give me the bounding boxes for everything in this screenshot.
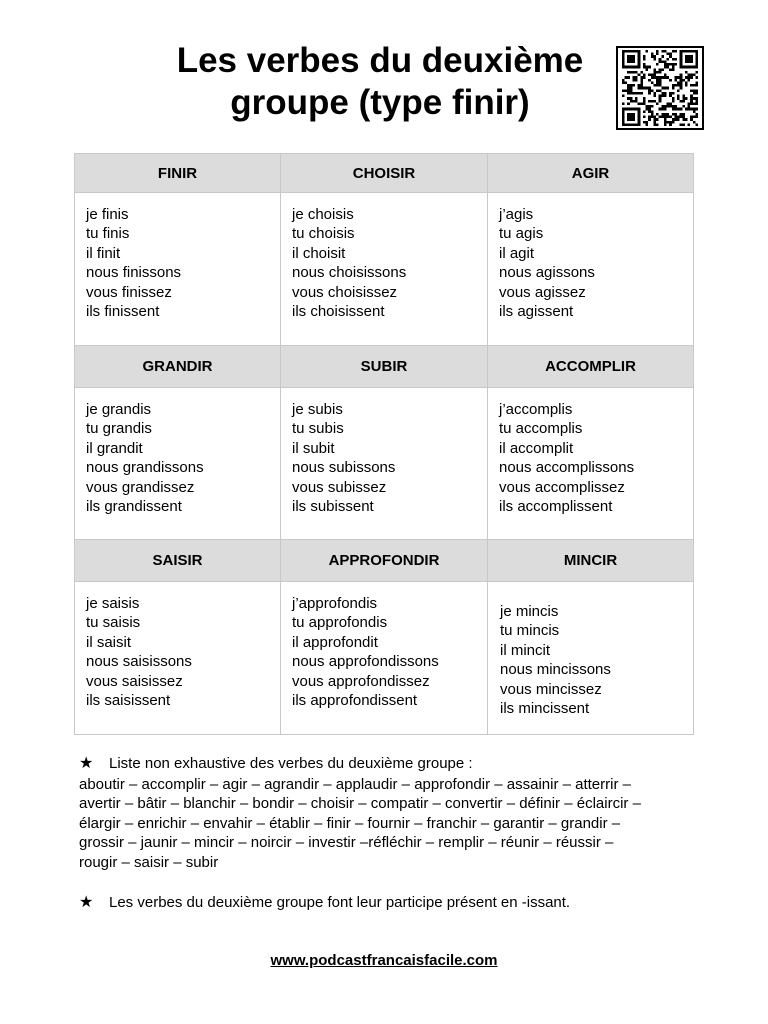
conjugation-cell (74, 388, 281, 540)
star-icon: ★ (79, 755, 94, 772)
conjugated-form: j’agis (499, 206, 534, 223)
notes-section (79, 754, 719, 912)
conjugated-form: nous grandissons (86, 459, 204, 477)
conjugation-cell (281, 582, 488, 735)
conjugated-form: ils accomplissent (499, 498, 613, 516)
conjugated-form: tu grandis (86, 420, 152, 438)
qr-code-image (621, 50, 699, 126)
conjugated-form: vous saisissez (86, 672, 183, 690)
conjugated-form: nous saisissons (86, 653, 192, 671)
verb-header: FINIR (74, 153, 281, 193)
conjugated-form: vous agissez (499, 283, 586, 301)
conjugated-form: il choisit (292, 244, 346, 262)
verb-header: SUBIR (281, 346, 488, 388)
conjugation-table (74, 153, 694, 735)
conjugation-cell (281, 193, 488, 346)
conjugated-form: je mincis (500, 603, 559, 620)
conjugated-form: il finit (86, 244, 121, 262)
conjugated-form: il subit (292, 439, 335, 457)
verb-list-line: avertir – bâtir – blanchir – bondir – choisir – compatir – convertir – définir – éclaircir – (79, 795, 641, 813)
conjugated-form: nous agissons (499, 264, 595, 282)
conjugation-cell (488, 193, 694, 346)
conjugated-form: nous finissons (86, 264, 182, 282)
conjugated-form: je choisis (292, 206, 354, 223)
conjugated-form: vous approfondissez (292, 672, 430, 690)
website-link[interactable]: www.podcastfrancaisfacile.com (270, 952, 498, 969)
verb-list-line: élargir – enrichir – envahir – établir – finir – fournir – franchir – garantir – grandir – (79, 814, 621, 832)
conjugated-form: tu approfondis (292, 614, 388, 632)
conjugated-form: ils saisissent (86, 692, 171, 710)
conjugated-form: j’accomplis (499, 401, 573, 418)
conjugated-form: je subis (292, 401, 343, 418)
conjugated-form: ils grandissent (86, 498, 182, 516)
conjugated-form: il accomplit (499, 439, 574, 457)
conjugated-form: je grandis (86, 401, 152, 418)
conjugation-cell (281, 388, 488, 540)
verb-list-line: aboutir – accomplir – agir – agrandir – applaudir – approfondir – assainir – atterrir – (79, 775, 631, 793)
conjugated-form: ils choisissent (292, 303, 385, 321)
verb-list-line: grossir – jaunir – mincir – noircir – investir –réfléchir – remplir – réunir – réussir – (79, 834, 614, 852)
verb-header: AGIR (488, 153, 694, 193)
conjugated-form: nous approfondissons (292, 653, 439, 671)
verb-list-heading: Liste non exhaustive des verbes du deuxième groupe : (109, 755, 473, 772)
conjugated-form: j’approfondis (292, 595, 378, 612)
verb-header: MINCIR (488, 540, 694, 582)
conjugated-form: ils subissent (292, 498, 374, 516)
title-line-2: groupe (type finir) (230, 83, 530, 122)
verb-list (79, 775, 719, 873)
conjugated-form: ils approfondissent (292, 692, 418, 710)
conjugated-form: vous accomplissez (499, 478, 625, 496)
conjugated-form: vous choisissez (292, 283, 398, 301)
title-line-1: Les verbes du deuxième (176, 41, 584, 80)
conjugation-cell (74, 193, 281, 346)
conjugated-form: vous subissez (292, 478, 387, 496)
conjugated-form: tu accomplis (499, 420, 583, 438)
star-icon: ★ (79, 893, 94, 911)
conjugated-form: tu finis (86, 225, 130, 243)
conjugated-form: tu subis (292, 420, 344, 438)
conjugated-form: ils agissent (499, 303, 574, 321)
verb-list-line: rougir – saisir – subir (79, 853, 219, 871)
conjugated-form: nous accomplissons (499, 459, 635, 477)
conjugated-form: je saisis (86, 595, 140, 612)
conjugated-form: vous grandissez (86, 478, 195, 496)
conjugated-form: vous mincissez (500, 680, 602, 698)
conjugated-form: ils finissent (86, 303, 160, 321)
qr-code[interactable] (616, 46, 704, 130)
conjugated-form: il mincit (500, 641, 551, 659)
conjugated-form: il grandit (86, 439, 143, 457)
conjugated-form: je finis (86, 206, 129, 223)
verb-header: CHOISIR (281, 153, 488, 193)
conjugated-form: il agit (499, 244, 535, 262)
conjugated-form: il approfondit (292, 633, 378, 651)
conjugated-form: tu mincis (500, 622, 560, 640)
participle-note: Les verbes du deuxième groupe font leur participe présent en -issant. (109, 893, 571, 911)
conjugated-form: vous finissez (86, 283, 172, 301)
conjugated-form: il saisit (86, 633, 132, 651)
conjugation-cell (74, 582, 281, 735)
conjugated-form: nous mincissons (500, 661, 611, 679)
page-title (140, 40, 620, 124)
conjugated-form: tu agis (499, 225, 544, 243)
verb-header: SAISIR (74, 540, 281, 582)
conjugated-form: nous choisissons (292, 264, 407, 282)
verb-header: GRANDIR (74, 346, 281, 388)
conjugated-form: ils mincissent (500, 700, 590, 718)
conjugated-form: nous subissons (292, 459, 396, 477)
conjugated-form: tu choisis (292, 225, 355, 243)
verb-header: APPROFONDIR (281, 540, 488, 582)
verb-header: ACCOMPLIR (488, 346, 694, 388)
conjugated-form: tu saisis (86, 614, 141, 632)
conjugation-cell (488, 388, 694, 540)
conjugation-cell (488, 582, 694, 735)
